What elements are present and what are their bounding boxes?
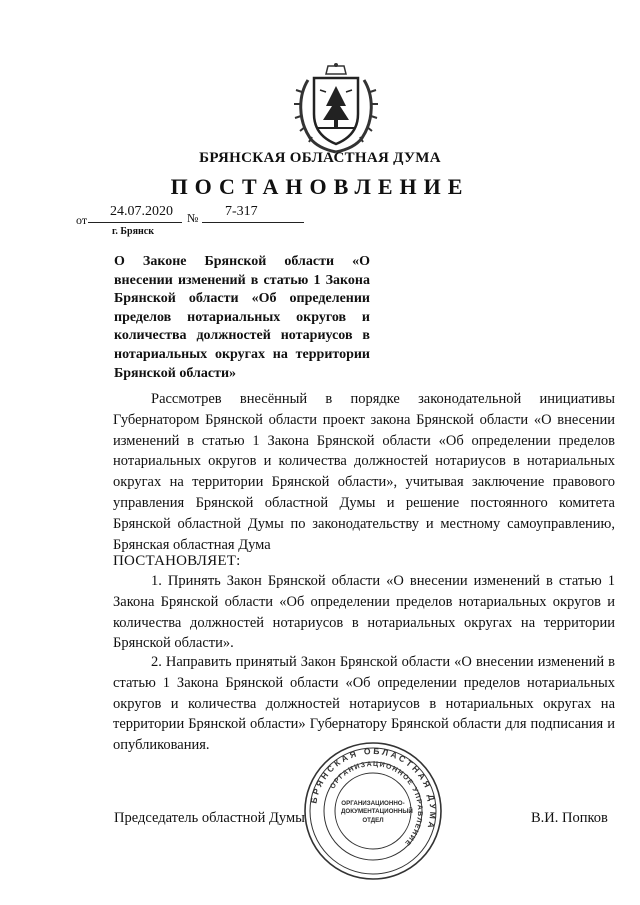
number-prefix: № [187, 211, 199, 225]
stamp-center-text: ОРГАНИЗАЦИОННО-ДОКУМЕНТАЦИОННЫЙ ОТДЕЛ [341, 800, 413, 824]
stamp-ring-text: БРЯНСКАЯ ОБЛАСТНАЯ ДУМА [308, 745, 439, 832]
document-date: 24.07.2020 [110, 204, 173, 219]
number-underline [202, 222, 304, 223]
signer-name: В.И. Попков [531, 810, 608, 826]
document-number: 7-317 [225, 204, 258, 219]
date-prefix: от [76, 213, 88, 227]
document-type-heading: ПОСТАНОВЛЕНИЕ [170, 174, 470, 199]
resolution-item-2: 2. Направить принятый Закон Брянской области «О внесении изменений в статью 1 Закона Брянской области «Об определении пределов нотариальных округов и количества должностей нотариусов в нотариальных округах на территории Брянской области» Губернатору Брянской области для подписания и опубликования. [113, 654, 615, 754]
city-label: г. Брянск [112, 226, 154, 237]
resolution-item-1: 1. Принять Закон Брянской области «О внесении изменений в статью 1 Закона Брянской области «Об определении пределов нотариальных округов и количества должностей нотариусов в нотариальных округах на территории Брянской области». [113, 573, 615, 652]
document-subject: О Законе Брянской области «О внесении изменений в статью 1 Закона Брянской области «Об определении пределов нотариальных округов и количества должностей нотариусов в нотариальных округах на территории Брянской области» [114, 254, 370, 381]
date-underline [88, 222, 182, 223]
organization-title: БРЯНСКАЯ ОБЛАСТНАЯ ДУМА [199, 150, 441, 166]
stamp-inner-ring-text: ОРГАНИЗАЦИОННОЕ УПРАВЛЕНИЕ [329, 760, 424, 848]
signer-position: Председатель областной Думы [114, 810, 305, 826]
preamble-paragraph: Рассмотрев внесённый в порядке законодательной инициативы Губернатором Брянской области проект закона Брянской области «О внесении изменений в статью 1 Закона Брянской области «Об определении пределов нотариальных округов и количества должностей нотариусов в нотариальных округах на территории Брянской области», учитывая заключение правового управления Брянской областной Думы и решение постоянного комитета Брянской областной Думы по законодательству и местному самоуправлению, Брянская областная Дума [113, 391, 615, 553]
coat-of-arms-icon [294, 62, 378, 154]
decree-heading: ПОСТАНОВЛЯЕТ: [113, 553, 241, 569]
